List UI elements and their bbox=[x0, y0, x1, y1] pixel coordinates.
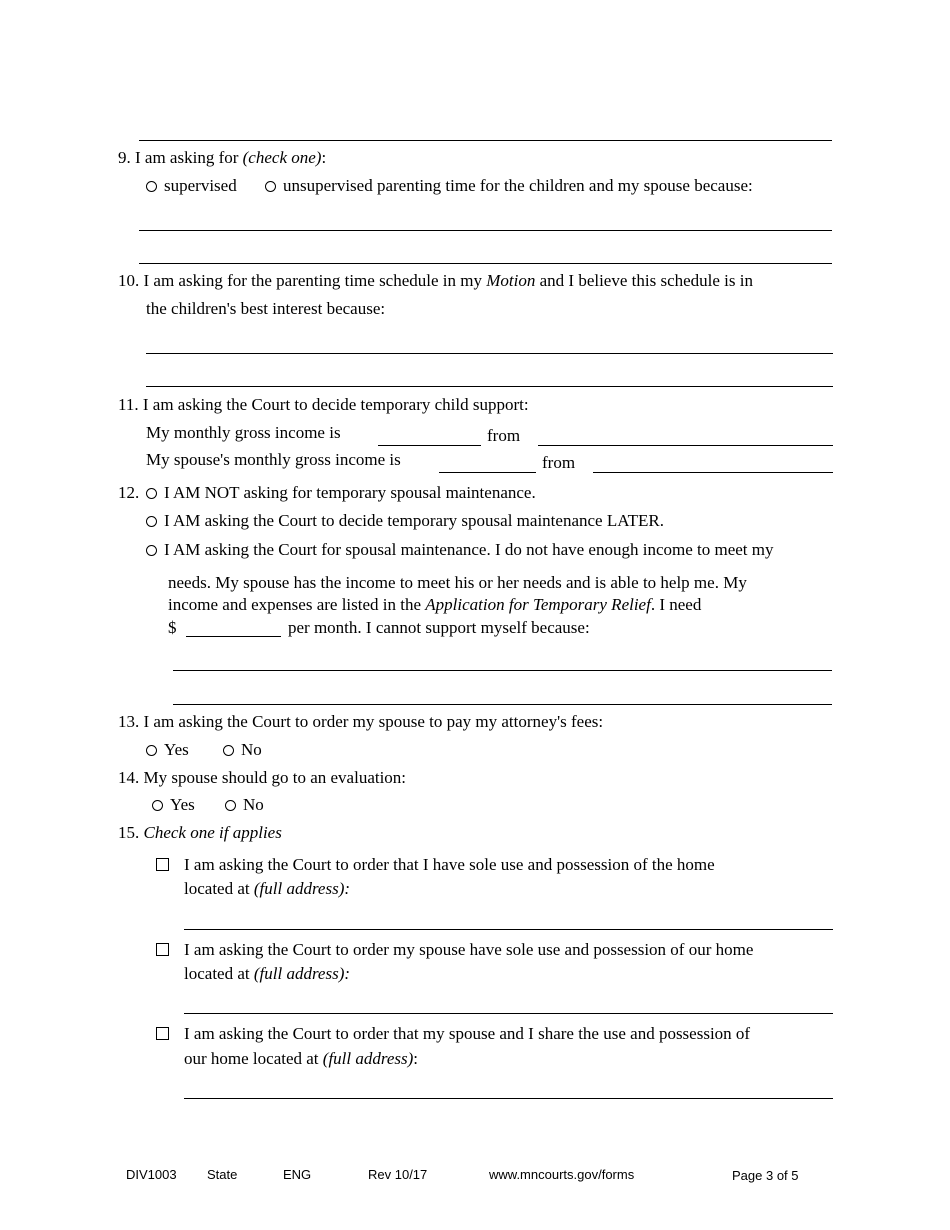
q10-text-a: 10. I am asking for the parenting time schedule in my bbox=[118, 271, 487, 290]
q9-option-supervised[interactable] bbox=[146, 176, 237, 196]
q15-opt1-located: located at bbox=[184, 879, 254, 898]
q9-heading bbox=[118, 148, 326, 168]
q15-option-2-address-field[interactable] bbox=[184, 1013, 833, 1014]
q10-text-b: and I believe this schedule is in bbox=[535, 271, 753, 290]
q15-opt3-full-address: (full address) bbox=[322, 1049, 414, 1068]
q15-opt2-located: located at bbox=[184, 964, 254, 983]
q14-option-yes[interactable] bbox=[152, 795, 195, 815]
q11-spouse-income-field[interactable] bbox=[439, 472, 536, 473]
q12-para-line-2 bbox=[168, 595, 701, 615]
q12-later-label: I AM asking the Court to decide temporary spousal maintenance LATER. bbox=[164, 511, 664, 530]
q11-my-income-source-field[interactable] bbox=[538, 445, 833, 446]
q15-opt3-colon: : bbox=[413, 1049, 419, 1068]
q15-option-3-line-1: I am asking the Court to order that my spouse and I share the use and possession of bbox=[184, 1024, 751, 1043]
q10-answer-line-2[interactable] bbox=[146, 386, 833, 387]
q15-opt1-full-address: (full address): bbox=[253, 879, 351, 898]
q9-answer-line-1[interactable] bbox=[139, 230, 832, 231]
q13-option-no[interactable] bbox=[223, 740, 262, 760]
q15-option-1-checkbox[interactable] bbox=[156, 858, 169, 871]
q9-prefix: 9. I am asking for bbox=[118, 148, 243, 167]
q15-option-1-line-2 bbox=[184, 879, 350, 899]
q12-amount-field[interactable] bbox=[186, 636, 281, 637]
q9-suffix: : bbox=[321, 148, 327, 167]
q11-from-label-2: from bbox=[542, 453, 576, 472]
footer-lang: ENG bbox=[283, 1167, 312, 1182]
q12-dollar-sign: $ bbox=[168, 618, 177, 637]
q14-heading: 14. My spouse should go to an evaluation: bbox=[118, 768, 407, 787]
q12-option-not-asking[interactable] bbox=[146, 483, 536, 503]
q12-option-later[interactable] bbox=[146, 511, 664, 531]
q11-from-label-1: from bbox=[487, 426, 521, 445]
q9-unsupervised-label: unsupervised parenting time for the children and my spouse because: bbox=[283, 176, 753, 195]
q9-supervised-label: supervised bbox=[164, 176, 237, 195]
q12-not-asking-label: I AM NOT asking for temporary spousal maintenance. bbox=[164, 483, 536, 502]
q15-option-2-line-1: I am asking the Court to order my spouse have sole use and possession of our home bbox=[184, 940, 754, 959]
footer-state: State bbox=[207, 1167, 238, 1182]
q9-option-unsupervised[interactable] bbox=[265, 176, 753, 196]
q15-option-2-line-2 bbox=[184, 964, 350, 984]
radio-icon[interactable] bbox=[146, 545, 157, 556]
q15-number: 15. bbox=[118, 823, 144, 842]
radio-icon[interactable] bbox=[146, 488, 157, 499]
radio-icon[interactable] bbox=[146, 516, 157, 527]
q9-check-one: (check one) bbox=[242, 148, 322, 167]
footer-page: Page 3 of 5 bbox=[732, 1168, 799, 1183]
q15-option-1-line-1: I am asking the Court to order that I have sole use and possession of the home bbox=[184, 855, 715, 874]
q15-check-one: Check one if applies bbox=[143, 823, 282, 842]
footer-form-id: DIV1003 bbox=[126, 1167, 177, 1182]
q14-yes-label: Yes bbox=[170, 795, 195, 814]
q10-motion: Motion bbox=[486, 271, 536, 290]
radio-icon[interactable] bbox=[223, 745, 234, 756]
q14-no-label: No bbox=[243, 795, 264, 814]
q13-option-yes[interactable] bbox=[146, 740, 189, 760]
radio-icon[interactable] bbox=[146, 745, 157, 756]
q15-option-1-address-field[interactable] bbox=[184, 929, 833, 930]
q12-option-asking[interactable] bbox=[146, 540, 774, 560]
q13-heading: 13. I am asking the Court to order my spouse to pay my attorney's fees: bbox=[118, 712, 604, 731]
q15-opt3-located: our home located at bbox=[184, 1049, 323, 1068]
q10-line-1 bbox=[118, 271, 753, 291]
radio-icon[interactable] bbox=[152, 800, 163, 811]
q14-option-no[interactable] bbox=[225, 795, 264, 815]
q15-opt2-full-address: (full address): bbox=[253, 964, 351, 983]
radio-icon[interactable] bbox=[146, 181, 157, 192]
q12-asking-label: I AM asking the Court for spousal maintenance. I do not have enough income to meet my bbox=[164, 540, 774, 559]
q11-heading: 11. I am asking the Court to decide temporary child support: bbox=[118, 395, 529, 414]
q10-line-2: the children's best interest because: bbox=[146, 299, 386, 318]
radio-icon[interactable] bbox=[265, 181, 276, 192]
q15-option-3-checkbox[interactable] bbox=[156, 1027, 169, 1040]
q15-option-3-address-field[interactable] bbox=[184, 1098, 833, 1099]
q12-answer-line-1[interactable] bbox=[173, 670, 832, 671]
q11-spouse-income-source-field[interactable] bbox=[593, 472, 833, 473]
q9-answer-line-2[interactable] bbox=[139, 263, 832, 264]
q13-no-label: No bbox=[241, 740, 262, 759]
q12-answer-line-2[interactable] bbox=[173, 704, 832, 705]
q15-option-3-line-2 bbox=[184, 1049, 418, 1069]
q12-para-text-a: income and expenses are listed in the bbox=[168, 595, 426, 614]
q12-para-text-b: . I need bbox=[650, 595, 702, 614]
radio-icon[interactable] bbox=[225, 800, 236, 811]
q15-heading bbox=[118, 823, 282, 843]
q12-application-title: Application for Temporary Relief bbox=[425, 595, 651, 614]
q11-my-income-field[interactable] bbox=[378, 445, 481, 446]
q11-my-income-label: My monthly gross income is bbox=[146, 423, 341, 442]
q12-per-month: per month. I cannot support myself because: bbox=[288, 618, 590, 637]
q11-spouse-income-label: My spouse's monthly gross income is bbox=[146, 450, 401, 469]
footer-url[interactable]: www.mncourts.gov/forms bbox=[489, 1167, 635, 1182]
q12-number: 12. bbox=[118, 483, 140, 502]
q13-yes-label: Yes bbox=[164, 740, 189, 759]
answer-line-top[interactable] bbox=[139, 140, 832, 141]
q10-answer-line-1[interactable] bbox=[146, 353, 833, 354]
footer-rev: Rev 10/17 bbox=[368, 1167, 428, 1182]
q15-option-2-checkbox[interactable] bbox=[156, 943, 169, 956]
q12-para-line-1: needs. My spouse has the income to meet his or her needs and is able to help me. My bbox=[168, 573, 747, 592]
